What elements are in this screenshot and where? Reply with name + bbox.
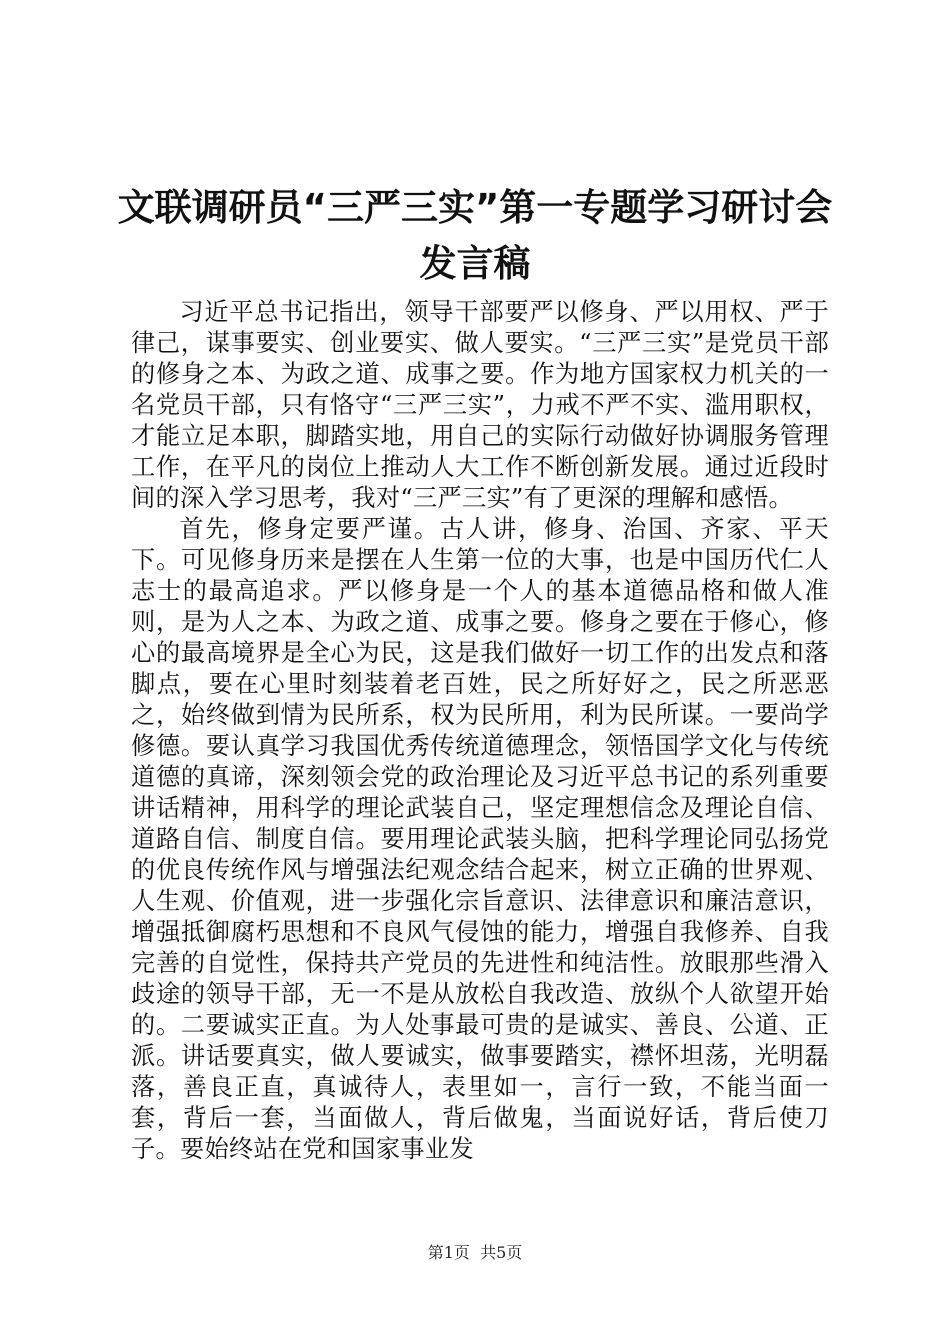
page-footer — [0, 1243, 950, 1263]
page-number: 第1页 共5页 — [427, 1243, 523, 1262]
document-title-line-1: 文联调研员“三严三实”第一专题学习研讨会 — [117, 186, 833, 229]
paragraph-self-cultivation: 首先，修身定要严谨。古人讲，修身、治国、齐家、平天下。可见修身历来是摆在人生第一位的大事，也是中国历代仁人志士的最高追求。严以修身是一个人的基本道德品格和做人准则，是为人之本、为政之道、成事之要。修身之要在于修心，修心的最高境界是全心为民，这是我们做好一切工作的出发点和落脚点，要在心里时刻装着老百姓，民之所好好之，民之所恶恶之，始终做到情为民所系，权为民所用，利为民所谋。一要尚学修德。要认真学习我国优秀传统道德理念，领悟国学文化与传统道德的真谛，深刻领会党的政治理论及习近平总书记的系列重要讲话精神，用科学的理论武装自己，坚定理想信念及理论自信、道路自信、制度自信。要用理论武装头脑，把科学理论同弘扬党的优良传统作风与增强法纪观念结合起来，树立正确的世界观、人生观、价值观，进一步强化宗旨意识、法律意识和廉洁意识，增强抵御腐朽思想和不良风气侵蚀的能力，增强自我修养、自我完善的自觉性，保持共产党员的先进性和纯洁性。放眼那些滑入歧途的领导干部，无一不是从放松自我改造、放纵个人欲望开始的。二要诚实正直。为人处事最可贵的是诚实、善良、公道、正派。讲话要真实，做人要诚实，做事要踏实，襟怀坦荡，光明磊落，善良正直，真诚待人，表里如一，言行一致，不能当面一套，背后一套，当面做人，背后做鬼，当面说好话，背后使刀子。要始终站在党和国家事业发 — [131, 515, 829, 1163]
paragraph-intro: 习近平总书记指出，领导干部要严以修身、严以用权、严于律己，谋事要实、创业要实、做人要实。“三严三实”是党员干部的修身之本、为政之道、成事之要。作为地方国家权力机关的一名党员干部，只有恪守“三严三实”，力戒不严不实、滥用职权，才能立足本职，脚踏实地，用自己的实际行动做好协调服务管理工作，在平凡的岗位上推动人大工作不断创新发展。通过近段时间的深入学习思考，我对“三严三实”有了更深的理解和感悟。 — [131, 298, 829, 512]
document-body — [131, 297, 829, 1165]
document-title-line-2: 发言稿 — [419, 242, 531, 285]
